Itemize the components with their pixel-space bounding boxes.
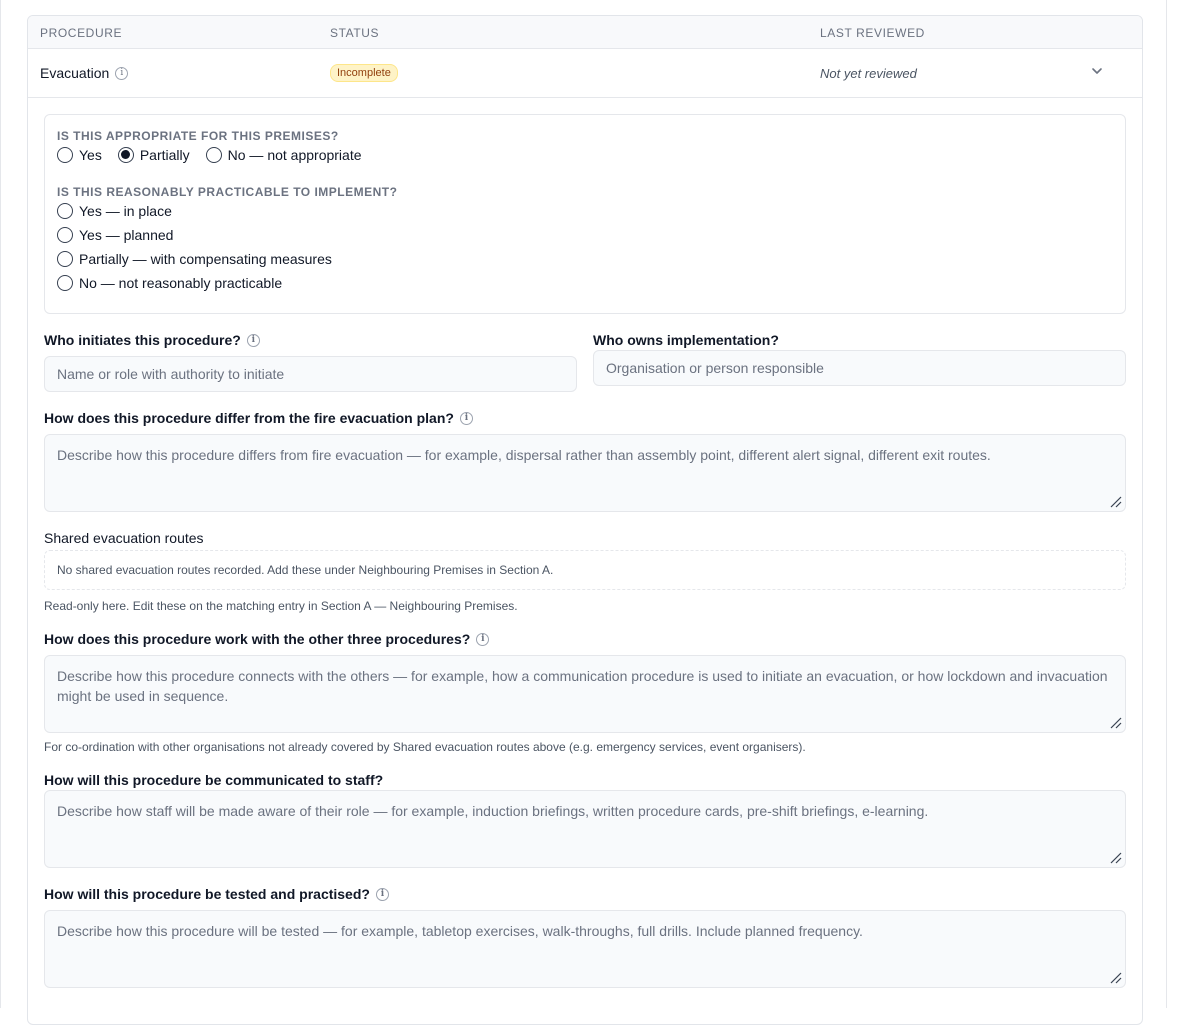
radio-label: No — not appropriate xyxy=(227,147,362,163)
communicated-group xyxy=(44,772,1126,868)
practicable-option-no[interactable] xyxy=(57,275,1113,291)
appropriate-question: IS THIS APPROPRIATE FOR THIS PREMISES? xyxy=(57,129,339,143)
practicable-option-in-place[interactable] xyxy=(57,203,1113,219)
practicable-question: IS THIS REASONABLY PRACTICABLE TO IMPLEMENT? xyxy=(57,185,398,199)
appropriate-option-yes[interactable] xyxy=(57,147,102,163)
other-procedures-placeholder: Describe how this procedure connects with the others — for example, how a communication procedure is used to initiate an evacuation, or how lockdown and invacuation might be used in sequence. xyxy=(57,668,1108,704)
header-status: STATUS xyxy=(330,26,380,40)
shared-routes-empty: No shared evacuation routes recorded. Add these under Neighbouring Premises in Section A. xyxy=(44,550,1126,590)
appropriate-option-partially[interactable] xyxy=(118,147,190,163)
initiator-label-text: Who initiates this procedure? xyxy=(44,332,241,348)
last-reviewed-value: Not yet reviewed xyxy=(820,66,917,81)
table-header xyxy=(28,16,1142,49)
radio-label: Partially xyxy=(139,147,190,163)
radio-label: Yes — planned xyxy=(79,227,174,243)
responsibility-row xyxy=(44,332,1126,392)
tested-group xyxy=(44,886,1126,988)
radio-label: Yes — in place xyxy=(79,203,172,219)
differ-label xyxy=(44,410,1126,426)
status-badge: Incomplete xyxy=(330,64,398,82)
differ-placeholder: Describe how this procedure differs from fire evacuation — for example, dispersal rather than assembly point, different alert signal, different exit routes. xyxy=(57,447,991,463)
initiator-input[interactable]: Name or role with authority to initiate xyxy=(44,356,577,392)
communicated-textarea[interactable] xyxy=(44,790,1126,868)
owner-group xyxy=(593,332,1126,392)
header-last-reviewed: LAST REVIEWED xyxy=(820,26,925,40)
radio-button[interactable] xyxy=(57,147,73,163)
other-procedures-group xyxy=(44,631,1126,754)
info-icon[interactable]: i xyxy=(376,888,389,901)
practicable-option-partially[interactable] xyxy=(57,251,1113,267)
shared-routes-help: Read-only here. Edit these on the matching entry in Section A — Neighbouring Premises. xyxy=(44,599,518,613)
resize-handle-icon[interactable] xyxy=(1108,715,1122,729)
radio-label: No — not reasonably practicable xyxy=(79,275,283,291)
table-row-evacuation[interactable] xyxy=(28,49,1142,98)
procedure-details xyxy=(28,98,1142,988)
procedures-table xyxy=(27,15,1143,1025)
procedure-name-label: Evacuation xyxy=(40,65,110,81)
other-procedures-label-text: How does this procedure work with the other three procedures? xyxy=(44,631,471,647)
info-icon[interactable]: i xyxy=(247,334,260,347)
communicated-label: How will this procedure be communicated to staff? xyxy=(44,772,384,788)
practicable-options xyxy=(57,203,1113,291)
radio-button[interactable] xyxy=(57,251,73,267)
radio-button[interactable] xyxy=(57,203,73,219)
radio-button[interactable] xyxy=(57,275,73,291)
radio-label: Yes xyxy=(79,147,102,163)
radio-button[interactable] xyxy=(206,147,222,163)
practicable-option-planned[interactable] xyxy=(57,227,1113,243)
differ-textarea[interactable] xyxy=(44,434,1126,512)
initiator-label xyxy=(44,332,577,348)
shared-routes-label: Shared evacuation routes xyxy=(44,530,204,546)
tested-label-text: How will this procedure be tested and practised? xyxy=(44,886,370,902)
info-icon[interactable]: i xyxy=(476,633,489,646)
info-icon[interactable]: i xyxy=(115,67,128,80)
differ-group xyxy=(44,410,1126,512)
communicated-placeholder: Describe how staff will be made aware of their role — for example, induction briefings, written procedure cards, pre-shift briefings, e-learning. xyxy=(57,803,929,819)
assessment-box xyxy=(44,114,1126,314)
other-procedures-help: For co-ordination with other organisations not already covered by Shared evacuation routes above (e.g. emergency services, event organisers). xyxy=(44,740,806,754)
chevron-down-icon[interactable] xyxy=(1090,64,1104,78)
radio-button[interactable] xyxy=(57,227,73,243)
resize-handle-icon[interactable] xyxy=(1108,494,1122,508)
resize-handle-icon[interactable] xyxy=(1108,850,1122,864)
shared-routes-group xyxy=(44,530,1126,613)
owner-input[interactable]: Organisation or person responsible xyxy=(593,350,1126,386)
differ-label-text: How does this procedure differ from the fire evacuation plan? xyxy=(44,410,454,426)
info-icon[interactable]: i xyxy=(460,412,473,425)
resize-handle-icon[interactable] xyxy=(1108,970,1122,984)
radio-label: Partially — with compensating measures xyxy=(79,251,332,267)
owner-label: Who owns implementation? xyxy=(593,332,779,348)
header-procedure: PROCEDURE xyxy=(40,26,123,40)
other-procedures-textarea[interactable] xyxy=(44,655,1126,733)
appropriate-option-no[interactable] xyxy=(206,147,362,163)
appropriate-options xyxy=(57,147,1113,163)
initiator-group xyxy=(44,332,577,392)
radio-button-selected[interactable] xyxy=(118,147,134,163)
tested-textarea[interactable] xyxy=(44,910,1126,988)
tested-placeholder: Describe how this procedure will be tested — for example, tabletop exercises, walk-throughs, full drills. Include planned frequency. xyxy=(57,923,863,939)
other-procedures-label xyxy=(44,631,1126,647)
tested-label xyxy=(44,886,1126,902)
procedure-name xyxy=(40,65,128,81)
